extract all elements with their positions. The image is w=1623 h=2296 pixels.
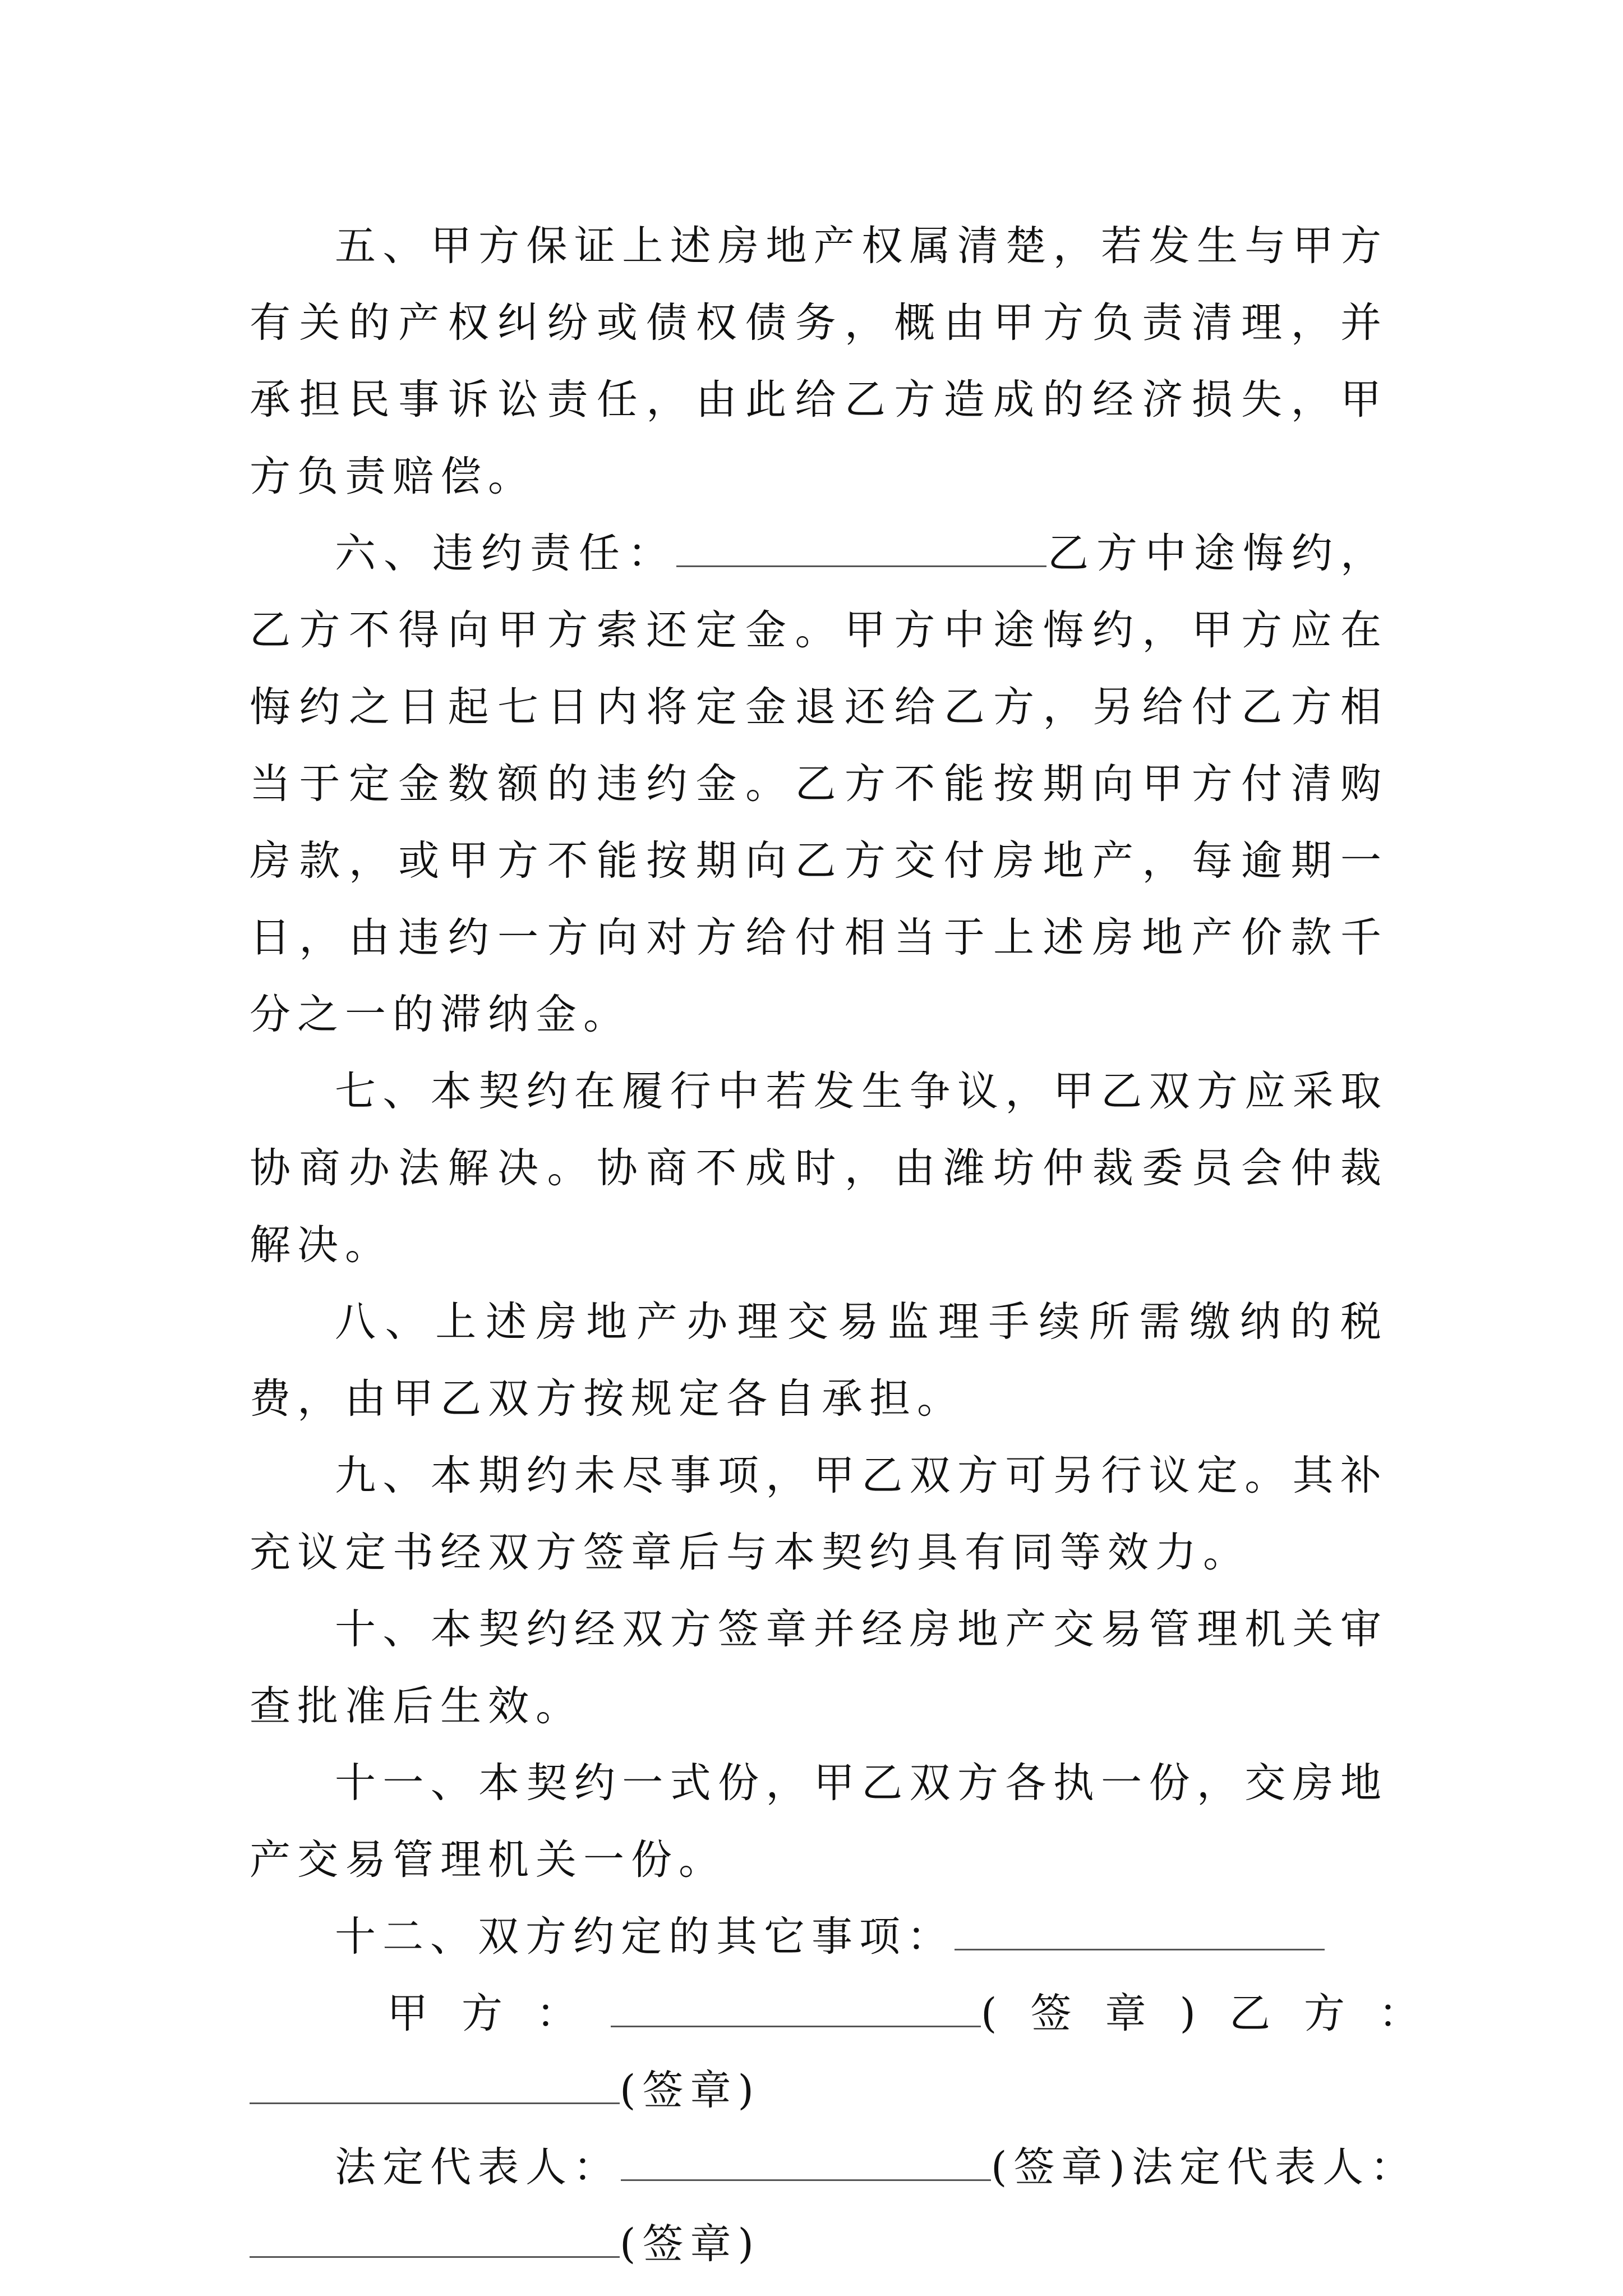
clause-10: 十、本契约经双方签章并经房地产交易管理机关审查批准后生效。	[250, 1605, 1388, 1730]
clause-12	[250, 1898, 1388, 1975]
party-b-legal-rep-blank[interactable]	[250, 2217, 620, 2258]
contract-text	[250, 208, 1453, 2283]
party-a-legal-rep-label: 法定代表人：	[335, 2143, 621, 2191]
clause-6-lead: 六、违约责任：	[335, 530, 676, 577]
party-b-legal-rep-row	[250, 2206, 1388, 2283]
party-a-label: 甲方：	[387, 1990, 611, 2037]
clause-6	[250, 515, 1388, 1053]
party-b-legal-rep-label: 法定代表人：	[1131, 2143, 1418, 2191]
clause-11: 十一、本契约一式份，甲乙双方各执一份，交房地产交易管理机关一份。	[250, 1759, 1388, 1884]
legal-rep-signature-row	[250, 2129, 1418, 2206]
party-b-label: 乙方：	[1229, 1990, 1453, 2037]
clause-5: 五、甲方保证上述房地产权属清楚，若发生与甲方有关的产权纠纷或债权债务，概由甲方负责清理，并承担民事诉讼责任，由此给乙方造成的经济损失，甲方负责赔偿。	[250, 222, 1388, 500]
party-b-blank[interactable]	[250, 2063, 620, 2104]
clause-8: 八、上述房地产办理交易监理手续所需缴纳的税费，由甲乙双方按规定各自承担。	[250, 1298, 1388, 1423]
other-matters-blank[interactable]	[955, 1910, 1325, 1950]
party-b-seal-label: (签章)	[620, 2067, 760, 2114]
clause-6-body: 乙方中途悔约，乙方不得向甲方索还定金。甲方中途悔约，甲方应在悔约之日起七日内将定金退还给乙方，另给付乙方相当于定金数额的违约金。乙方不能按期向甲方付清购房款，或甲方不能按期向乙方交付房地产，每逾期一日，由违约一方向对方给付相当于上述房地产价款千分之一的滞纳金。	[250, 530, 1388, 1038]
party-b-legal-rep-seal-label: (签章)	[620, 2220, 760, 2268]
party-a-blank[interactable]	[611, 1986, 981, 2027]
clause-7: 七、本契约在履行中若发生争议，甲乙双方应采取协商办法解决。协商不成时，由潍坊仲裁委员会仲裁解决。	[250, 1068, 1388, 1269]
clause-9: 九、本期约未尽事项，甲乙双方可另行议定。其补充议定书经双方签章后与本契约具有同等效力。	[250, 1452, 1388, 1576]
party-a-legal-rep-blank[interactable]	[621, 2140, 991, 2181]
breach-liability-blank[interactable]	[676, 526, 1046, 567]
party-a-seal-label: (签章)	[981, 1990, 1229, 2037]
party-b-signature-row	[250, 2052, 1388, 2129]
party-a-legal-rep-seal-label: (签章)	[991, 2143, 1132, 2191]
party-signature-row	[250, 1975, 1453, 2052]
clause-12-label: 十二、双方约定的其它事项：	[335, 1913, 955, 1961]
